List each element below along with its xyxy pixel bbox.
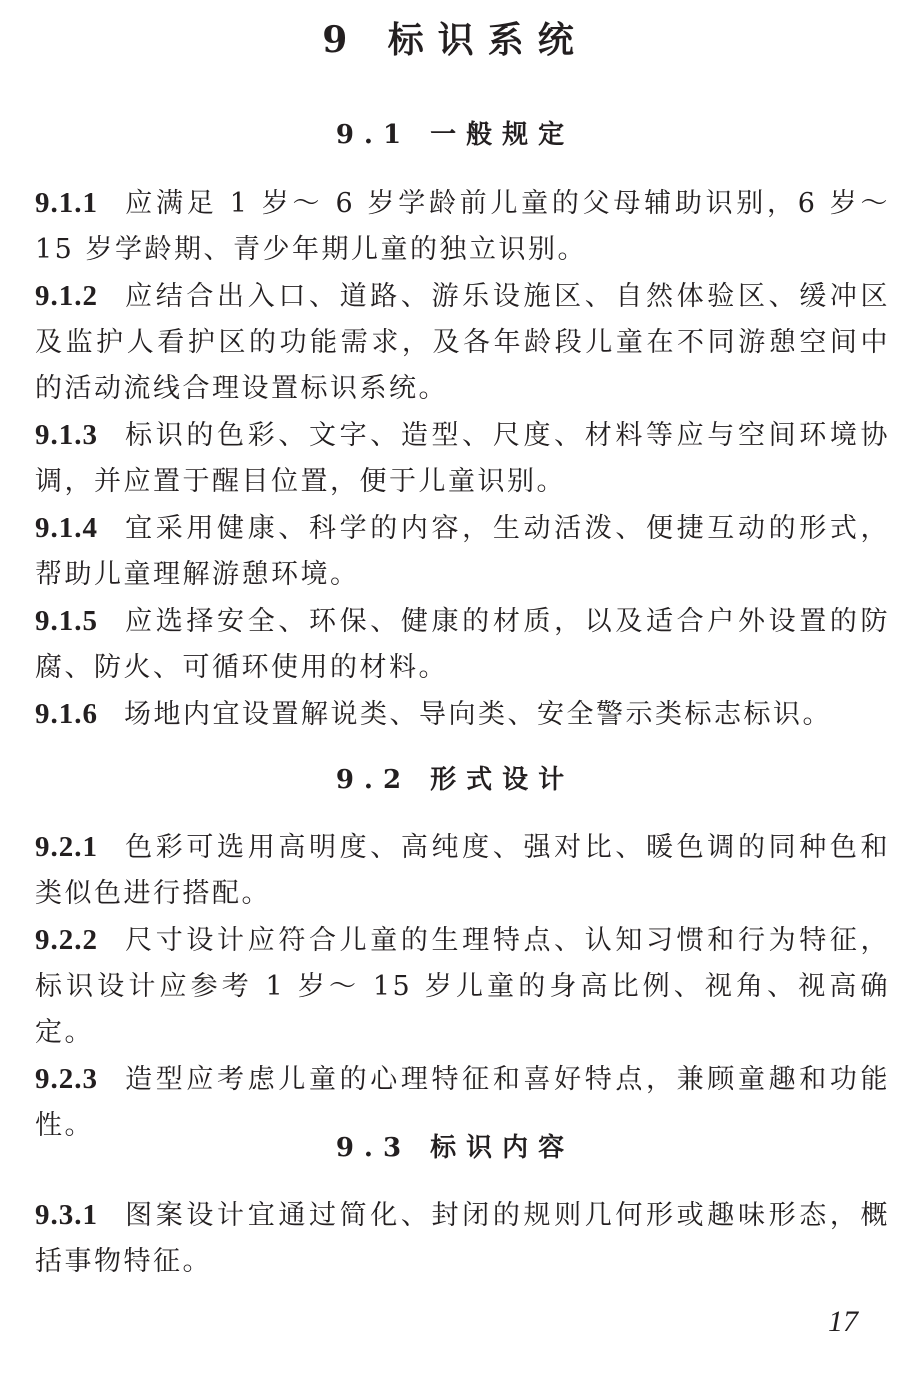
clause-number: 9.1.1 (35, 187, 98, 219)
clause-text: 尺寸设计应符合儿童的生理特点、认知习惯和行为特征，标识设计应参考 1 岁～ 15 岁儿童的身高比例、视角、视高确定。 (35, 925, 890, 1048)
clause-number: 9.1.6 (35, 698, 98, 730)
clause-9-1-4 (35, 505, 890, 598)
clause-text: 标识的色彩、文字、造型、尺度、材料等应与空间环境协调，并应置于醒目位置，便于儿童识别。 (35, 420, 890, 497)
clause-number: 9.3.1 (35, 1199, 98, 1231)
clause-9-1-3 (35, 412, 890, 505)
clause-number: 9.1.4 (35, 512, 98, 544)
clause-9-1-5 (35, 598, 890, 691)
section-9-1-body (35, 180, 890, 738)
page-number: 17 (828, 1305, 858, 1338)
clause-text: 应满足 1 岁～ 6 岁学龄前儿童的父母辅助识别，6 岁～ 15 岁学龄期、青少年期儿童的独立识别。 (35, 188, 890, 265)
clause-text: 色彩可选用高明度、高纯度、强对比、暖色调的同种色和类似色进行搭配。 (35, 832, 890, 909)
clause-9-2-1 (35, 824, 890, 917)
section-9-2-body (35, 824, 890, 1149)
clause-text: 应选择安全、环保、健康的材质，以及适合户外设置的防腐、防火、可循环使用的材料。 (35, 606, 890, 683)
chapter-title: 9 标识系统 (322, 19, 588, 61)
clause-number: 9.2.3 (35, 1063, 98, 1095)
section-heading-9-1: 9.1 一般规定 (335, 120, 575, 150)
clause-text: 宜采用健康、科学的内容，生动活泼、便捷互动的形式，帮助儿童理解游憩环境。 (35, 513, 890, 590)
clause-9-1-2 (35, 273, 890, 412)
section-heading-9-2: 9.2 形式设计 (335, 765, 575, 795)
clause-number: 9.2.2 (35, 924, 98, 956)
clause-text: 应结合出入口、道路、游乐设施区、自然体验区、缓冲区及监护人看护区的功能需求，及各年龄段儿童在不同游憩空间中的活动流线合理设置标识系统。 (35, 281, 890, 404)
clause-text: 场地内宜设置解说类、导向类、安全警示类标志标识。 (124, 699, 832, 730)
clause-text: 图案设计宜通过简化、封闭的规则几何形或趣味形态，概括事物特征。 (35, 1200, 890, 1277)
clause-number: 9.1.2 (35, 280, 98, 312)
clause-number: 9.2.1 (35, 831, 98, 863)
section-heading-9-3: 9.3 标识内容 (335, 1133, 575, 1163)
section-9-3-body (35, 1192, 890, 1285)
clause-9-1-6 (35, 691, 890, 738)
clause-9-3-1 (35, 1192, 890, 1285)
clause-text: 造型应考虑儿童的心理特征和喜好特点，兼顾童趣和功能性。 (35, 1064, 890, 1141)
clause-9-2-2 (35, 917, 890, 1056)
clause-9-1-1 (35, 180, 890, 273)
clause-number: 9.1.5 (35, 605, 98, 637)
clause-number: 9.1.3 (35, 419, 98, 451)
